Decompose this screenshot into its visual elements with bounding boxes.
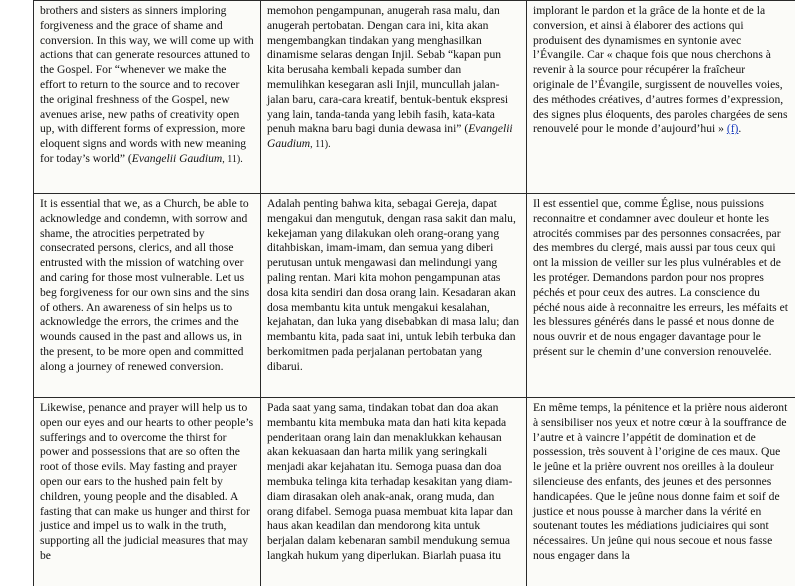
citation-tail: , 11). [222, 153, 243, 165]
english-text: brothers and sisters as sinners imploring forgiveness and the grace of shame and conversion. In this way, we will come up with actions that can generate resources attuned to the Gospel. For “whenever we make the effort to return to the source and to recover the original freshness of the Gospel, new avenues arise, new paths of creativity open up, with different forms of expression, more eloquent signs and words with new meaning for today’s world” ( [40, 4, 254, 165]
french-cell [527, 1, 796, 194]
indonesian-cell [261, 1, 527, 194]
indonesian-cell: Adalah penting bahwa kita, sebagai Gereja, dapat mengakui dan mengutuk, dengan rasa sakit dan malu, kekejaman yang dilakukan oleh orang-orang yang ditahbiskan, imam-imam, dan semua yang diberi perutusan untuk mengawasi dan melindungi yang paling rentan. Mari kita mohon pengampunan atas dosa kita sendiri dan dosa orang lain. Kesadaran akan dosa membantu kita untuk mengakui kesalahan, kejahatan, dan luka yang disebabkan di masa lalu; dan membantu kita, pada saat ini, untuk lebih terbuka dan berkomitmen pada perjalanan pertobatan yang dibarui. [261, 194, 527, 398]
french-cell: En même temps, la pénitence et la prière nous aideront à sensibiliser nos yeux et notre cœur à la souffrance de l’autre et à vaincre l’appétit de domination et de possession, très souvent à l’origine de ces maux. Que le jeûne et la prière ouvrent nos oreilles à la douleur silencieuse des enfants, des jeunes et des personnes handicapées. Que le jeûne nous donne faim et soif de justice et nous pousse à marcher dans la vérité en soutenant toutes les médiations judiciaires qui sont nécessaires. Un jeûne qui nous secoue et nous fasse nous engager dans la [527, 398, 796, 586]
sentence-end: . [738, 122, 742, 136]
table-row [34, 1, 796, 194]
english-cell: Likewise, penance and prayer will help us to open our eyes and our hearts to other people’s sufferings and to overcome the thirst for power and possessions that are so often the root of those evils. May fasting and prayer open our ears to the hushed pain felt by children, young people and the disabled. A fasting that can make us hunger and thirst for justice and impel us to walk in the truth, supporting all the judicial measures that may be [34, 398, 261, 586]
parallel-translation-table [33, 0, 795, 586]
indonesian-cell: Pada saat yang sama, tindakan tobat dan doa akan membantu kita membuka mata dan hati kita kepada penderitaan orang lain dan menaklukkan kehausan akan kekuasaan dan harta milik yang seringkali menjadi akar kejahatan itu. Semoga puasa dan doa membuka telinga kita terhadap kesakitan yang diam-diam dirasakan oleh anak-anak, orang muda, dan orang difabel. Semoga puasa membuat kita lapar dan haus akan keadilan dan mendorong kita untuk berjalan dalam kebenaran sambil mendukung semua langkah hukum yang diperlukan. Biarlah puasa itu [261, 398, 527, 586]
source-title: Evangelii Gaudium [131, 151, 223, 165]
footnote-link[interactable]: (f) [726, 122, 739, 136]
table-row [34, 194, 796, 398]
french-cell: Il est essentiel que, comme Église, nous puissions reconnaitre et condamner avec douleur et honte les atrocités commises par des personnes consacrées, par des membres du clergé, mais aussi par tous ceux qui ont la mission de veiller sur les plus vulnérables et de les protéger. Demandons pardon pour nos propres péchés et pour ceux des autres. La conscience du péché nous aide à reconnaitre les erreurs, les méfaits et les blessures générés dans le passé et nous donne de nous ouvrir et de nous engager davantage pour le présent sur le chemin d’une conversion renouvelée. [527, 194, 796, 398]
english-cell: It is essential that we, as a Church, be able to acknowledge and condemn, with sorrow and shame, the atrocities perpetrated by consecrated persons, clerics, and all those entrusted with the mission of watching over and caring for those most vulnerable. Let us beg forgiveness for our own sins and the sins of others. An awareness of sin helps us to acknowledge the errors, the crimes and the wounds caused in the past and allows us, in the present, to be more open and committed along a journey of renewed conversion. [34, 194, 261, 398]
indonesian-text: memohon pengampunan, anugerah rasa malu, dan anugerah pertobatan. Dengan cara ini, kita akan mengembangkan tindakan yang menghasilkan dinamisme selaras dengan Injil. Sebab “kapan pun kita berusaha kembali kepada sumber dan memulihkan kesegaran asli Injil, muncullah jalan-jalan baru, cara-cara kreatif, bentuk-bentuk ekspresi yang lain, tanda-tanda yang lebih fasih, kata-kata penuh makna baru bagi dunia dewasa ini” ( [267, 4, 509, 136]
table-row [34, 398, 796, 586]
french-text: implorant le pardon et la grâce de la honte et de la conversion, et ainsi à élaborer des actions qui produisent des dynamismes en syntonie avec l’Évangile. Car « chaque fois que nous cherchons à revenir à la source pour récupérer la fraîcheur originale de l’Évangile, surgissent de nouvelles voies, des méthodes créatives, d’autres formes d’expression, des signes plus éloquents, des paroles chargées de sens renouvelé pour le monde d’aujourd’hui » [533, 4, 788, 136]
citation-tail: , 11). [310, 139, 331, 151]
english-cell [34, 1, 261, 194]
document-page [33, 0, 795, 586]
source-title: Evangelii Gaudium [267, 122, 513, 151]
